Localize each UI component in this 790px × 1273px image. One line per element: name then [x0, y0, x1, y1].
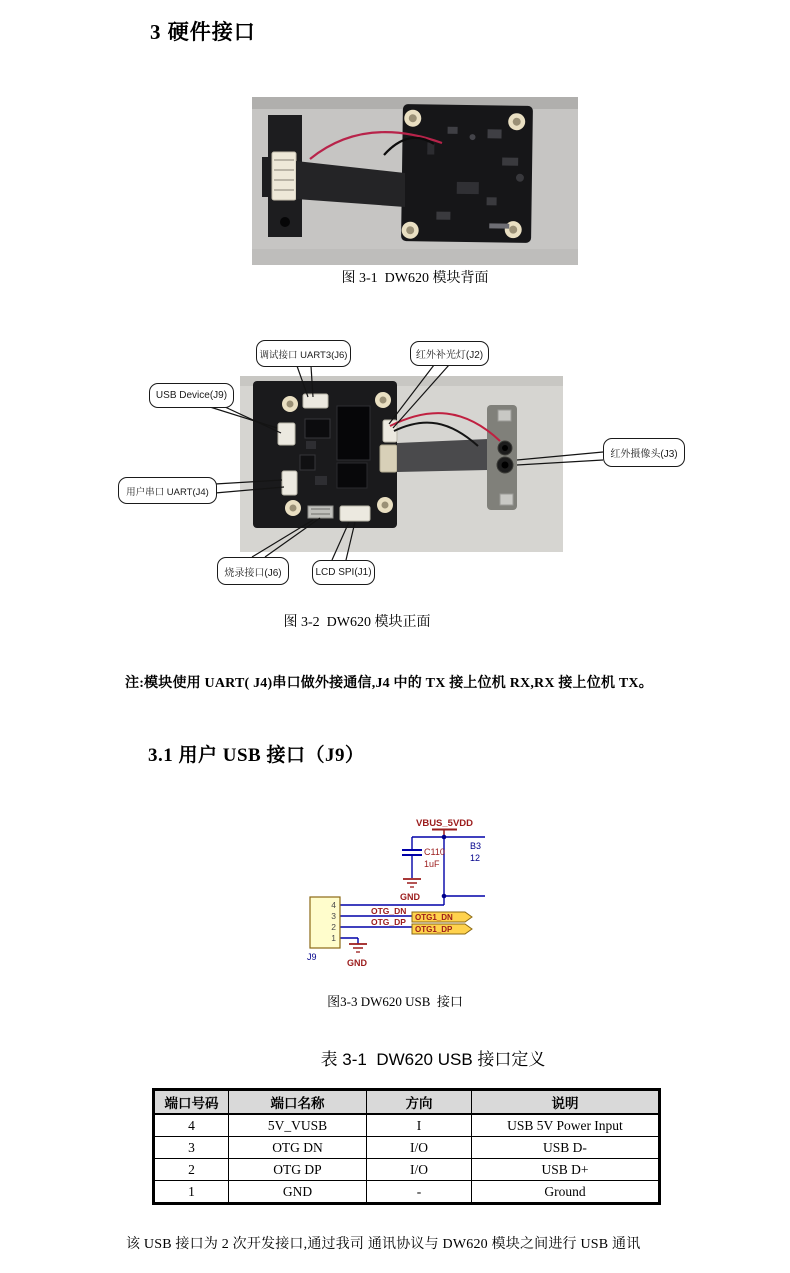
cell-port-name: OTG DN — [229, 1137, 367, 1159]
photo-shadow-bottom — [252, 249, 578, 265]
cell-direction: I — [367, 1114, 472, 1137]
bead-ref: B3 — [470, 841, 482, 851]
secondary-chip — [337, 463, 367, 488]
flex-connector — [380, 445, 397, 472]
cell-port-number: 1 — [154, 1181, 229, 1204]
col-header-direction: 方向 — [367, 1090, 472, 1115]
section-title: 3 硬件接口 — [150, 20, 256, 44]
junction-dot — [442, 894, 447, 899]
usb-device-connector — [278, 423, 295, 445]
pin-number: 3 — [331, 911, 336, 921]
cell-description: USB 5V Power Input — [472, 1114, 660, 1137]
figure-3-3-schematic — [290, 808, 500, 978]
net-tag-label: OTG1_DP — [415, 925, 453, 934]
col-header-description: 说明 — [472, 1090, 660, 1115]
cell-port-number: 4 — [154, 1114, 229, 1137]
table-row — [154, 1159, 660, 1181]
cell-port-name: OTG DP — [229, 1159, 367, 1181]
gnd-label: GND — [347, 958, 367, 968]
junction-dot — [442, 835, 447, 840]
capacitor-ref: C110 — [424, 847, 445, 857]
table-row — [154, 1114, 660, 1137]
usb-pin-table — [152, 1088, 661, 1205]
figure-3-2-photo — [110, 336, 690, 604]
small-ic — [305, 419, 330, 438]
table-row — [154, 1137, 660, 1159]
board-connector — [272, 152, 296, 200]
cell-port-name: GND — [229, 1181, 367, 1204]
callout-uart3: 调试接口 UART3(J6) — [256, 340, 351, 367]
lcd-spi-connector — [340, 506, 370, 521]
uart3-connector — [303, 394, 328, 408]
subsection-title: 3.1 用户 USB 接口（J9） — [148, 745, 365, 766]
wire-label: OTG_DP — [371, 917, 406, 927]
cell-port-number: 2 — [154, 1159, 229, 1181]
pcb-board-back — [401, 104, 533, 243]
uart-connector — [282, 471, 297, 495]
callout-usb-device: USB Device(J9) — [149, 383, 234, 408]
closing-paragraph: 该 USB 接口为 2 次开发接口,通过我司 通讯协议与 DW620 模块之间进行 USB 通讯 — [126, 1237, 641, 1252]
program-pads — [308, 506, 333, 518]
table-header-row — [154, 1090, 660, 1115]
wire-label: OTG_DN — [371, 906, 407, 916]
pin-number: 4 — [331, 900, 336, 910]
main-chip — [337, 406, 370, 460]
capacitor-value: 1uF — [424, 859, 440, 869]
cell-port-name: 5V_VUSB — [229, 1114, 367, 1137]
figure-3-1-photo — [252, 97, 578, 265]
figure-3-2 — [110, 336, 690, 604]
note-text: 注:模块使用 UART( J4)串口做外接通信,J4 中的 TX 接上位机 RX,RX 接上位机 TX。 — [125, 676, 653, 691]
cell-direction: I/O — [367, 1159, 472, 1181]
figure-3-3-caption: 图3-3 DW620 USB 接口 — [327, 994, 463, 1009]
pcb-board-front — [253, 381, 397, 528]
gnd-label: GND — [400, 892, 420, 902]
pin-number: 1 — [331, 933, 336, 943]
pin-number: 2 — [331, 922, 336, 932]
cell-description: Ground — [472, 1181, 660, 1204]
cell-description: USB D- — [472, 1137, 660, 1159]
cell-direction: - — [367, 1181, 472, 1204]
cell-port-number: 3 — [154, 1137, 229, 1159]
col-header-port-name: 端口名称 — [229, 1090, 367, 1115]
figure-3-2-caption: 图 3-2 DW620 模块正面 — [283, 615, 431, 630]
callout-user-uart: 用户串口 UART(J4) — [118, 477, 217, 504]
callout-lcd-spi: LCD SPI(J1) — [312, 560, 375, 585]
bead-pin: 12 — [470, 853, 481, 863]
gnd-symbol — [403, 879, 421, 887]
net-tag-label: OTG1_DN — [415, 913, 453, 922]
camera-bracket — [487, 405, 517, 510]
callout-ir-camera: 红外摄像头(J3) — [603, 438, 685, 467]
figure-3-1-caption: 图 3-1 DW620 模块背面 — [341, 271, 489, 286]
cell-direction: I/O — [367, 1137, 472, 1159]
gnd-symbol — [349, 944, 367, 952]
table-title: 表 3-1 DW620 USB 接口定义 — [320, 1050, 546, 1069]
power-net-label: VBUS_5VDD — [416, 818, 474, 829]
callout-ir-light: 红外补光灯(J2) — [410, 341, 489, 366]
cell-description: USB D+ — [472, 1159, 660, 1181]
table-row — [154, 1181, 660, 1204]
callout-program-port: 烧录接口(J6) — [217, 557, 289, 585]
connector-ref: J9 — [307, 952, 317, 962]
col-header-port-number: 端口号码 — [154, 1090, 229, 1115]
